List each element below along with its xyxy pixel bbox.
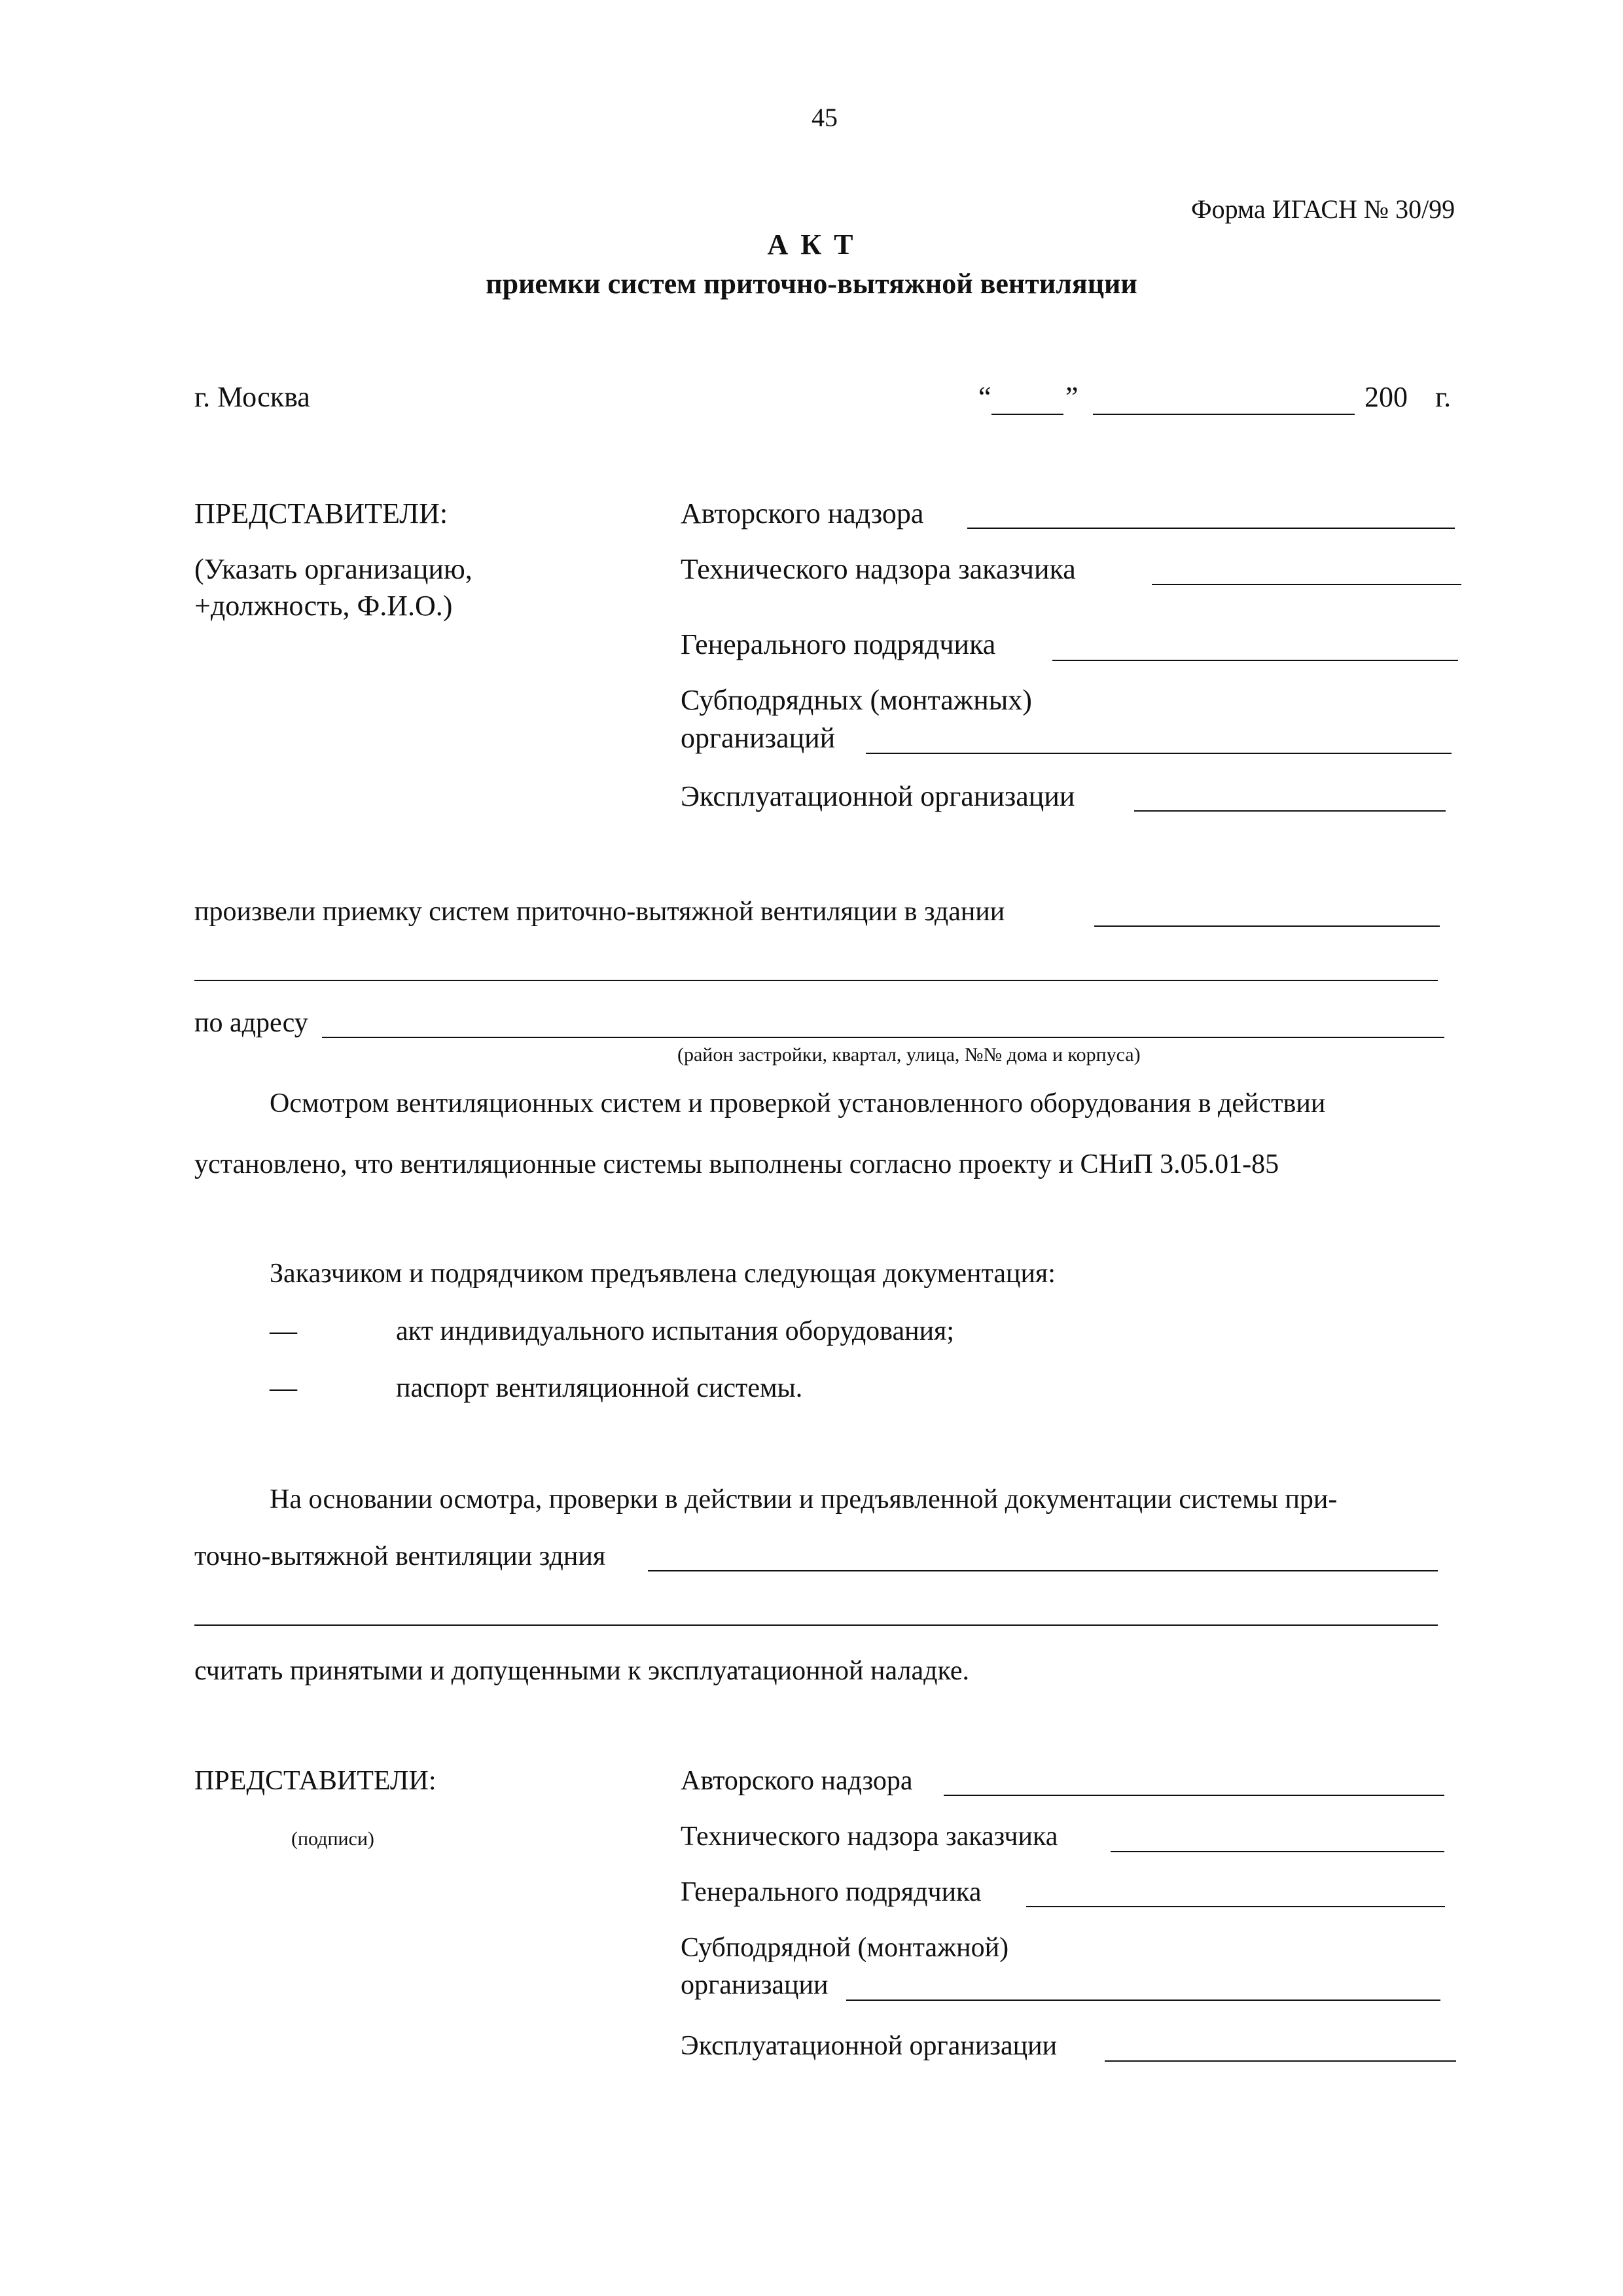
systems-building-field[interactable] — [648, 1570, 1438, 1571]
operating-org-signature-label: Эксплуатационной организации — [681, 2031, 1058, 2061]
subcontractor-signature-label-line1: Субподрядной (монтажной) — [681, 1933, 1009, 1963]
date-close-quote: ” — [1065, 381, 1079, 413]
bullet-dash-1: — — [270, 1316, 297, 1346]
date-open-quote: “ — [978, 381, 991, 413]
address-field[interactable] — [322, 1037, 1444, 1038]
technical-supervision-label: Технического надзора заказчика — [681, 553, 1076, 585]
subcontractor-field[interactable] — [866, 753, 1452, 754]
author-supervision-field[interactable] — [967, 528, 1455, 529]
address-label: по адресу — [194, 1008, 308, 1038]
general-contractor-field[interactable] — [1052, 660, 1458, 661]
general-contractor-label: Генерального подрядчика — [681, 628, 996, 660]
author-supervision-signature-field[interactable] — [944, 1795, 1444, 1796]
document-subtitle: приемки систем приточно-вытяжной вентиляции — [486, 268, 1137, 300]
bullet-dash-2: — — [270, 1373, 297, 1403]
basis-line1: На основании осмотра, проверки в действии и предъявленной документации системы при- — [270, 1484, 1338, 1515]
address-caption: (район застройки, квартал, улица, №№ дома и корпуса) — [677, 1044, 1141, 1066]
city: г. Москва — [194, 381, 310, 413]
page-number: 45 — [812, 103, 838, 132]
operating-org-label: Эксплуатационной организации — [681, 780, 1075, 812]
subcontractor-label-line1: Субподрядных (монтажных) — [681, 684, 1032, 716]
year-suffix: г. — [1435, 381, 1452, 413]
year-prefix: 200 — [1364, 381, 1408, 413]
signatures-heading: ПРЕДСТАВИТЕЛИ: — [194, 1766, 437, 1796]
representatives-note-line1: (Указать организацию, — [194, 553, 473, 585]
author-supervision-label: Авторского надзора — [681, 497, 924, 529]
doc-item-1: акт индивидуального испытания оборудования; — [396, 1316, 955, 1346]
representatives-heading: ПРЕДСТАВИТЕЛИ: — [194, 497, 448, 529]
documentation-intro: Заказчиком и подрядчиком предъявлена следующая документация: — [270, 1259, 1056, 1289]
building-field[interactable] — [1094, 925, 1440, 927]
acceptance-paragraph: произвели приемку систем приточно-вытяжной вентиляции в здании — [194, 897, 1005, 927]
signatures-note: (подписи) — [291, 1828, 374, 1850]
technical-supervision-field[interactable] — [1152, 584, 1461, 585]
subcontractor-label-line2: организаций — [681, 722, 836, 754]
representatives-note-line2: +должность, Ф.И.О.) — [194, 590, 453, 622]
systems-building-field-continued[interactable] — [194, 1624, 1438, 1626]
basis-line2: точно-вытяжной вентиляции здния — [194, 1541, 606, 1571]
building-field-continued[interactable] — [194, 980, 1438, 981]
operating-org-signature-field[interactable] — [1105, 2060, 1456, 2062]
day-field[interactable] — [991, 414, 1063, 415]
form-number: Форма ИГАСН № 30/99 — [1191, 194, 1455, 224]
doc-item-2: паспорт вентиляционной системы. — [396, 1373, 803, 1403]
technical-supervision-signature-label: Технического надзора заказчика — [681, 1821, 1058, 1852]
document-title: А К Т — [767, 228, 856, 260]
author-supervision-signature-label: Авторского надзора — [681, 1766, 913, 1796]
general-contractor-signature-label: Генерального подрядчика — [681, 1877, 982, 1907]
inspection-line1: Осмотром вентиляционных систем и проверкой установленного оборудования в действии — [270, 1088, 1326, 1119]
subcontractor-signature-field[interactable] — [846, 2000, 1440, 2001]
operating-org-field[interactable] — [1134, 810, 1446, 812]
inspection-line2: установлено, что вентиляционные системы выполнены согласно проекту и СНиП 3.05.01-85 — [194, 1149, 1279, 1179]
conclusion: считать принятыми и допущенными к эксплуатационной наладке. — [194, 1656, 969, 1686]
subcontractor-signature-label-line2: организации — [681, 1970, 829, 2000]
general-contractor-signature-field[interactable] — [1026, 1906, 1445, 1907]
technical-supervision-signature-field[interactable] — [1111, 1851, 1444, 1852]
month-field[interactable] — [1093, 414, 1355, 415]
